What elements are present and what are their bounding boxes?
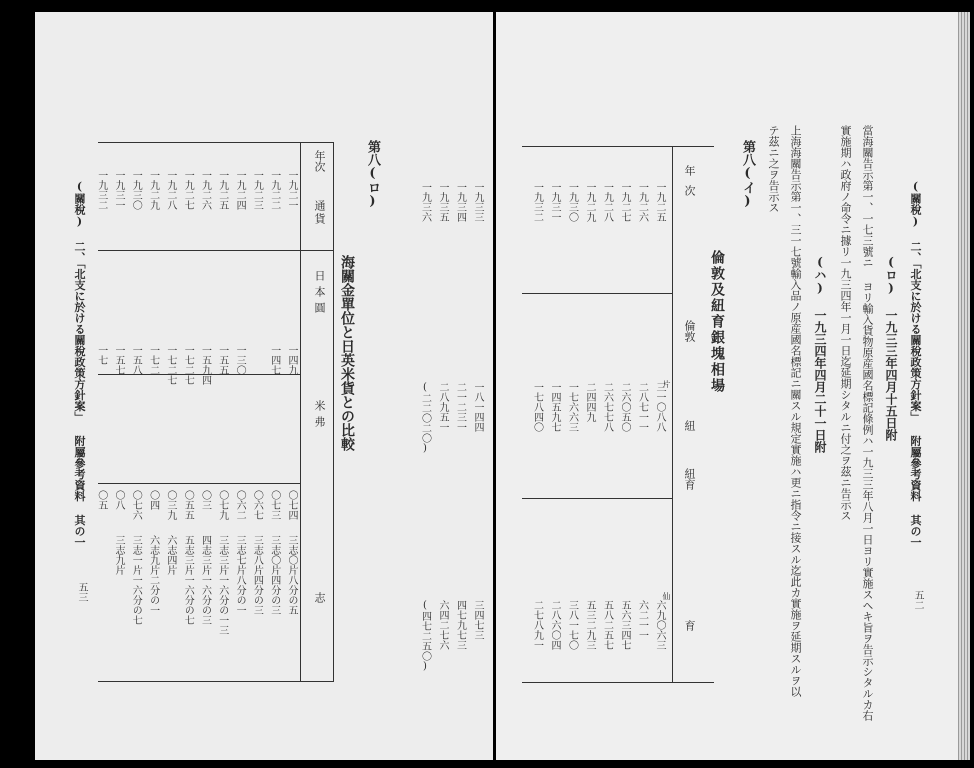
- bullion-ny-cell: 五八二五七: [601, 600, 613, 650]
- bullion-year-cell: 一九二九: [584, 182, 595, 222]
- currency-uk-cell: 三志〇片八分の五: [286, 535, 297, 615]
- bullion-table-header-divider: [672, 146, 673, 682]
- currency-uk-cell: 三志一片一六分の七: [130, 535, 142, 625]
- currency-jp-cell: 一五八: [130, 345, 142, 375]
- currency-col-us-header: 米弗: [313, 400, 326, 432]
- currency-jp-cell: 一四九: [286, 345, 297, 375]
- bullion-ny-cell: 五三二九三: [584, 600, 595, 650]
- currency-uk-cell: 四志三片一六分の三: [199, 535, 211, 625]
- currency-jp-cell: 一五九四: [199, 345, 211, 385]
- running-header-left: (關稅) 二、「北支に於ける關稅政策方針案」 附屬參考資料 其の一: [73, 180, 86, 548]
- bullion-year-cell: 一九二八: [601, 182, 613, 222]
- bullion-year-cell: 一九三四: [454, 182, 466, 222]
- currency-year-cell: 一九三二: [95, 170, 107, 210]
- bullion-london-cell: 二八七一一: [636, 382, 648, 432]
- currency-us-cell: 〇三: [199, 490, 211, 510]
- section-heading-8a: 第八(イ): [740, 140, 755, 209]
- currency-uk-cell: 三志三片一六分の一三: [216, 535, 228, 635]
- currency-us-cell: 〇五: [95, 490, 107, 510]
- bullion-table-top-rule: [522, 146, 714, 147]
- currency-jp-cell: 一五七: [113, 345, 124, 375]
- section-heading-8b: 第八(ロ): [365, 140, 380, 209]
- bullion-table-col-rule-1: [522, 293, 672, 294]
- currency-uk-cell: 六志四片: [164, 535, 176, 575]
- bullion-london-cell: 二一二三一: [454, 382, 466, 432]
- paragraph-1-line-1: 當海關告示第一、一七三號ニ ヨリ輸入貨物原産國名標記條例ハ一九三三年八月一日ヨリ實施スヘキ旨ヲ告示シタルカ右: [861, 125, 874, 721]
- currency-jp-cell: 一七二七: [182, 345, 194, 385]
- currency-uk-cell: 三志七片八分の一: [234, 535, 246, 615]
- currency-table-col-rule-1: [98, 250, 334, 251]
- currency-year-cell: 一九二八: [164, 170, 176, 210]
- currency-jp-cell: 一五五: [216, 345, 228, 375]
- currency-jp-cell: 一七二七: [164, 345, 176, 385]
- currency-year-cell: 一九二六: [199, 170, 211, 210]
- currency-table-header-divider: [300, 142, 301, 681]
- page-number-right: 五二: [912, 590, 923, 610]
- currency-table-outer-rule: [333, 142, 334, 681]
- bullion-ny-cell: 二七八九一: [531, 600, 543, 650]
- bullion-col-ny-header: 紐育: [683, 468, 696, 490]
- bullion-london-cell: 三一〇八八: [654, 382, 665, 432]
- bullion-year-cell: 一九三六: [419, 182, 431, 222]
- bullion-london-cell: (二二〇二〇): [419, 382, 431, 454]
- table-title-bullion: 倫敦及紐育銀塊相場: [709, 250, 725, 394]
- bullion-london-cell: 一七八四〇: [531, 382, 543, 432]
- bullion-year-cell: 一九二六: [636, 182, 648, 222]
- bullion-year-cell: 一九三〇: [566, 182, 578, 222]
- currency-us-cell: 〇七三: [268, 490, 280, 520]
- currency-us-cell: 〇七六: [130, 490, 142, 520]
- bullion-london-cell: 二六七七八: [601, 382, 613, 432]
- currency-year-cell: 一九二五: [216, 170, 228, 210]
- bullion-unit-london: 片: [662, 380, 671, 388]
- bullion-year-cell: 一九三五: [437, 182, 448, 222]
- currency-table-top-rule: [98, 142, 334, 143]
- page-edge-stack: [958, 12, 970, 760]
- currency-uk-cell: 三志九片: [113, 535, 124, 575]
- bullion-ny-cell: 三四七三: [472, 600, 483, 640]
- bullion-unit-london-marker: 紐: [683, 420, 696, 431]
- currency-year-cell: 一九二一: [286, 170, 297, 210]
- paragraph-2-line-1: 上海海關告示第一、三一七號輸入品ノ原産國名標記ニ關スル規定實施ハ更ニ指令ニ接スル迄此カ實施ヲ延期スルヲ以: [789, 125, 802, 697]
- running-header-right: (關稅) 二、「北支に於ける關稅政策方針案」 附屬參考資料 其の一: [909, 180, 922, 548]
- currency-us-cell: 〇四: [147, 490, 159, 510]
- table-title-currency: 海關金單位と日英米貨との比較: [339, 255, 355, 451]
- bullion-london-cell: 二四四九: [584, 382, 595, 422]
- currency-year-cell: 一九三一: [113, 170, 124, 210]
- paragraph-1-line-2: 實施期ハ政府ノ命令ニ據リ一九三四年一月一日迄延期シタルニ付之ヲ茲ニ告示ス: [839, 125, 852, 521]
- currency-year-cell: 一九三〇: [130, 170, 142, 210]
- currency-year-cell: 一九二三: [251, 170, 263, 210]
- bullion-ny-cell: (四七二五〇): [419, 600, 431, 672]
- currency-year-cell: 一九二四: [234, 170, 246, 210]
- currency-jp-cell: 一七二: [147, 345, 159, 375]
- currency-jp-cell: 一三〇: [234, 345, 246, 375]
- bullion-ny-cell: 二八六〇四: [549, 600, 560, 650]
- currency-table-col-rule-3: [98, 483, 300, 484]
- bullion-col-ny-header-2: 育: [683, 620, 696, 631]
- bullion-year-cell: 一九三二: [531, 182, 543, 222]
- currency-uk-cell: 三志〇片四分の三: [268, 535, 280, 615]
- page-number-left: 五三: [76, 582, 87, 602]
- currency-uk-cell: 六志九片二分の一: [147, 535, 159, 615]
- currency-us-cell: 〇七九: [216, 490, 228, 520]
- currency-col-currency-header: 通貨: [313, 200, 326, 226]
- bullion-unit-ny: 仙: [662, 592, 671, 600]
- currency-year-cell: 一九二二: [268, 170, 280, 210]
- bullion-ny-cell: 六九〇六三: [654, 600, 665, 650]
- paragraph-2-line-2: テ茲ニ之ヲ告示ス: [767, 125, 780, 213]
- bullion-col-london-header: 倫敦: [683, 320, 696, 342]
- currency-us-cell: 〇五五: [182, 490, 194, 520]
- currency-us-cell: 〇七四: [286, 490, 297, 520]
- currency-jp-cell: 一四七: [268, 345, 280, 375]
- bullion-london-cell: 一四五九七: [549, 382, 560, 432]
- subheading-ro: (ロ) 一九三三年四月十五日附: [884, 255, 898, 441]
- currency-us-cell: 〇六二: [234, 490, 246, 520]
- currency-us-cell: 〇八: [113, 490, 124, 510]
- currency-us-cell: 〇三九: [164, 490, 176, 520]
- subheading-ha: (ハ) 一九三四年四月二十一日附: [813, 255, 827, 453]
- currency-col-year-header: 年次: [313, 150, 326, 172]
- currency-us-cell: 〇六七: [251, 490, 263, 520]
- bullion-year-cell: 一九二五: [654, 182, 665, 222]
- currency-jp-cell: 一七: [95, 345, 107, 365]
- currency-col-uk-header: 志: [313, 592, 326, 603]
- bullion-year-cell: 一九三一: [549, 182, 560, 222]
- currency-year-cell: 一九二七: [182, 170, 194, 210]
- currency-uk-cell: 三志八片四分の三: [251, 535, 263, 615]
- bullion-ny-cell: 三八一七〇: [566, 600, 578, 650]
- currency-uk-cell: 五志三片一六分の七: [182, 535, 194, 625]
- bullion-col-year-header: 年次: [683, 165, 696, 205]
- bullion-ny-cell: 六四二七六: [437, 600, 448, 650]
- bullion-ny-cell: 五六三四七: [619, 600, 630, 650]
- bullion-london-cell: 二八九五一: [437, 382, 448, 432]
- currency-table-bottom-rule: [98, 681, 334, 682]
- bullion-year-cell: 一九三三: [472, 182, 483, 222]
- bullion-table-bottom-rule: [522, 682, 714, 683]
- currency-col-jp-header: 日本圓: [313, 270, 326, 318]
- bullion-year-cell: 一九二七: [619, 182, 630, 222]
- bullion-ny-cell: 六二一一: [636, 600, 648, 640]
- bullion-london-cell: 二六〇五〇: [619, 382, 630, 432]
- currency-year-cell: 一九二九: [147, 170, 159, 210]
- bullion-ny-cell: 四七九七三: [454, 600, 466, 650]
- bullion-london-cell: 一七六六三: [566, 382, 578, 432]
- bullion-table-col-rule-2: [522, 498, 672, 499]
- bullion-london-cell: 一八一四四: [472, 382, 483, 432]
